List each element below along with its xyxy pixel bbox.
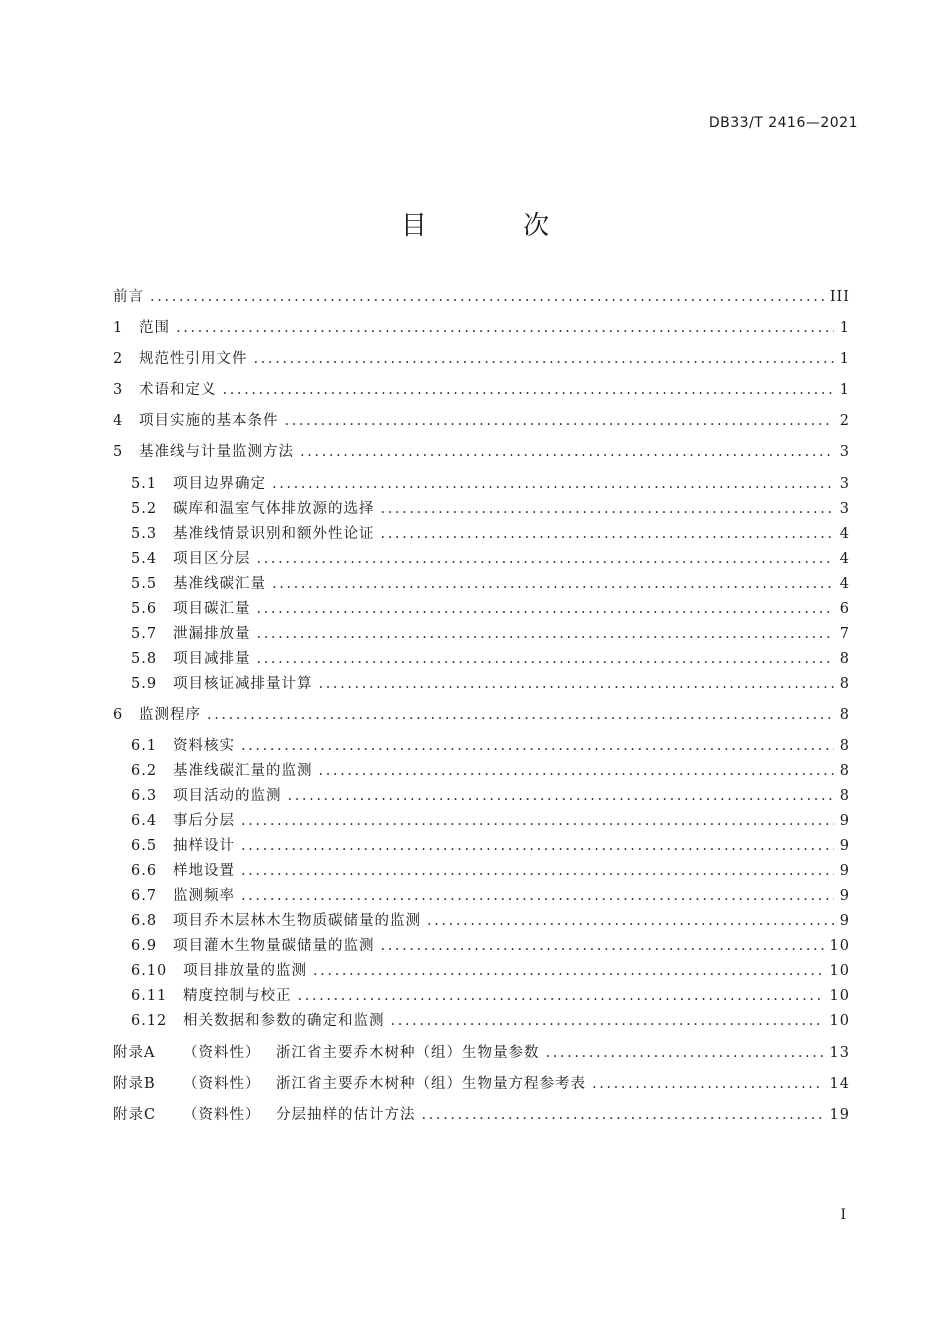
toc-entry-number: 附录C <box>113 1107 157 1123</box>
toc-entry-label: 监测频率 <box>173 888 235 904</box>
dot-leader <box>241 885 834 907</box>
toc-entry-label: 项目碳汇量 <box>173 601 251 617</box>
toc-entry-number: 6.12 <box>131 1013 168 1029</box>
dot-leader <box>381 523 834 545</box>
dot-leader <box>254 348 834 370</box>
dot-leader <box>207 704 834 726</box>
toc-entry-number: 3 <box>113 382 124 398</box>
toc-entry-number: 5.3 <box>131 526 158 542</box>
toc-subentry[interactable] <box>131 960 850 982</box>
toc-entry-number: 5.5 <box>131 576 158 592</box>
toc-entry-label: 分层抽样的估计方法 <box>276 1107 416 1123</box>
toc-entry-label: 基准线碳汇量的监测 <box>173 763 313 779</box>
toc-entry-label: 样地设置 <box>173 863 235 879</box>
toc-entry-category: （资料性） <box>183 1045 261 1061</box>
dot-leader <box>427 910 834 932</box>
toc-entry-label: 项目活动的监测 <box>173 788 282 804</box>
toc-entry[interactable] <box>113 441 850 463</box>
dot-leader <box>592 1073 824 1095</box>
toc-entry-label: 项目区分层 <box>173 551 251 567</box>
toc-entry-number: 6.2 <box>131 763 158 779</box>
toc-entry-page: 1 <box>839 382 850 398</box>
toc-entry-number: 5.9 <box>131 676 158 692</box>
dot-leader <box>241 860 834 882</box>
toc-subentry[interactable] <box>131 760 850 782</box>
toc-entry-page: 1 <box>839 320 850 336</box>
dot-leader <box>257 623 834 645</box>
toc-entry-label: 项目边界确定 <box>173 476 266 492</box>
toc-entry-page: 8 <box>839 738 850 754</box>
page-title: 目 次 <box>400 211 594 241</box>
toc-entry-label: 资料核实 <box>173 738 235 754</box>
dot-leader <box>422 1104 824 1126</box>
toc-subentry[interactable] <box>131 985 850 1007</box>
toc-entry-page: 4 <box>839 576 850 592</box>
dot-leader <box>176 317 834 339</box>
toc-entry-number: 6.9 <box>131 938 158 954</box>
dot-leader <box>272 573 834 595</box>
toc-entry-number: 1 <box>113 320 124 336</box>
toc-appendix-entry[interactable] <box>113 1042 850 1064</box>
toc-entry-label: 浙江省主要乔木树种（组）生物量方程参考表 <box>276 1076 586 1092</box>
dot-leader <box>300 441 834 463</box>
toc-subentry[interactable] <box>131 735 850 757</box>
toc-entry-page: 8 <box>839 707 850 723</box>
toc-subentry[interactable] <box>131 598 850 620</box>
toc-entry-label: 项目乔木层林木生物质碳储量的监测 <box>173 913 421 929</box>
toc-entry-number: 6.7 <box>131 888 158 904</box>
toc-entry-category: （资料性） <box>183 1076 261 1092</box>
dot-leader <box>546 1042 824 1064</box>
toc-subentry[interactable] <box>131 935 850 957</box>
toc-entry-page: 9 <box>839 838 850 854</box>
toc-entry-page: 10 <box>829 1013 850 1029</box>
toc-entry-number: 6.8 <box>131 913 158 929</box>
toc-entry-page: 8 <box>839 788 850 804</box>
page-number: I <box>840 1207 846 1223</box>
dot-leader <box>241 835 834 857</box>
toc-entry-number: 5.7 <box>131 626 158 642</box>
toc-entry-number: 5.4 <box>131 551 158 567</box>
toc-entry-label: 基准线情景识别和额外性论证 <box>173 526 375 542</box>
toc-subentry[interactable] <box>131 523 850 545</box>
toc-entry-label: 抽样设计 <box>173 838 235 854</box>
toc-appendix-entry[interactable] <box>113 1073 850 1095</box>
toc-subentry[interactable] <box>131 810 850 832</box>
toc-entry-page: 7 <box>839 626 850 642</box>
toc-entry-label: 事后分层 <box>173 813 235 829</box>
toc-entry-number: 6.1 <box>131 738 158 754</box>
toc-entry-number: 6.6 <box>131 863 158 879</box>
toc-entry-page: 2 <box>839 413 850 429</box>
toc-subentry[interactable] <box>131 885 850 907</box>
toc-appendix-entry[interactable] <box>113 1104 850 1126</box>
dot-leader <box>257 548 834 570</box>
toc-entry-label: 基准线与计量监测方法 <box>139 444 294 460</box>
toc-entry-preface[interactable] <box>113 286 850 308</box>
toc-entry-label: 前言 <box>113 289 144 305</box>
toc-entry-number: 6.10 <box>131 963 168 979</box>
dot-leader <box>241 810 834 832</box>
toc-entry-page: 8 <box>839 651 850 667</box>
document-code: DB33/T 2416—2021 <box>708 115 858 131</box>
toc-entry-number: 2 <box>113 351 124 367</box>
toc-entry[interactable] <box>113 704 850 726</box>
toc-entry-label: 基准线碳汇量 <box>173 576 266 592</box>
toc-entry-page: 4 <box>839 551 850 567</box>
toc-entry-page: 9 <box>839 813 850 829</box>
toc-entry-page: 4 <box>839 526 850 542</box>
toc-entry-page: 3 <box>839 501 850 517</box>
toc-entry-page: 9 <box>839 888 850 904</box>
toc-entry[interactable] <box>113 348 850 370</box>
toc-entry-label: 浙江省主要乔木树种（组）生物量参数 <box>276 1045 540 1061</box>
dot-leader <box>272 473 834 495</box>
toc-entry-label: 相关数据和参数的确定和监测 <box>183 1013 385 1029</box>
toc-subentry[interactable] <box>131 498 850 520</box>
dot-leader <box>313 960 824 982</box>
toc-subentry[interactable] <box>131 785 850 807</box>
dot-leader <box>241 735 834 757</box>
toc-entry-page: 8 <box>839 763 850 779</box>
toc-entry-number: 5.8 <box>131 651 158 667</box>
toc-entry-label: 泄漏排放量 <box>173 626 251 642</box>
toc-subentry[interactable] <box>131 860 850 882</box>
toc-entry-number: 附录B <box>113 1076 156 1092</box>
toc-subentry[interactable] <box>131 548 850 570</box>
toc-subentry[interactable] <box>131 623 850 645</box>
toc-subentry[interactable] <box>131 1010 850 1032</box>
toc-entry-page: 14 <box>829 1076 850 1092</box>
toc-entry-page: 10 <box>829 988 850 1004</box>
dot-leader <box>391 1010 824 1032</box>
dot-leader <box>288 785 834 807</box>
toc-entry-number: 6 <box>113 707 124 723</box>
toc-entry-label: 范围 <box>139 320 170 336</box>
toc-entry-page: III <box>829 289 850 305</box>
toc-entry-label: 精度控制与校正 <box>183 988 292 1004</box>
toc-entry[interactable] <box>113 410 850 432</box>
toc-entry-number: 5 <box>113 444 124 460</box>
dot-leader <box>150 286 824 308</box>
dot-leader <box>381 498 834 520</box>
toc-subentry[interactable] <box>131 910 850 932</box>
toc-entry[interactable] <box>113 317 850 339</box>
toc-entry-page: 6 <box>839 601 850 617</box>
dot-leader <box>319 760 834 782</box>
toc-subentry[interactable] <box>131 573 850 595</box>
toc-entry-category: （资料性） <box>183 1107 261 1123</box>
dot-leader <box>285 410 834 432</box>
dot-leader <box>298 985 824 1007</box>
toc-entry-label: 术语和定义 <box>139 382 217 398</box>
toc-entry-number: 6.3 <box>131 788 158 804</box>
toc-entry-number: 5.2 <box>131 501 158 517</box>
toc-subentry[interactable] <box>131 835 850 857</box>
toc-entry-page: 8 <box>839 676 850 692</box>
dot-leader <box>381 935 824 957</box>
toc-subentry[interactable] <box>131 673 850 695</box>
toc-subentry[interactable] <box>131 648 850 670</box>
toc-entry-label: 监测程序 <box>139 707 201 723</box>
toc-entry-number: 6.4 <box>131 813 158 829</box>
toc-entry-page: 9 <box>839 913 850 929</box>
toc-entry-number: 6.11 <box>131 988 168 1004</box>
toc-entry-label: 规范性引用文件 <box>139 351 248 367</box>
toc-entry-page: 3 <box>839 476 850 492</box>
dot-leader <box>223 379 834 401</box>
toc-entry-number: 附录A <box>113 1045 156 1061</box>
toc-entry-page: 9 <box>839 863 850 879</box>
toc-entry-page: 10 <box>829 963 850 979</box>
toc-entry-label: 项目实施的基本条件 <box>139 413 279 429</box>
toc-entry-number: 5.6 <box>131 601 158 617</box>
toc-entry-page: 3 <box>839 444 850 460</box>
toc-entry-number: 4 <box>113 413 124 429</box>
toc-entry-label: 项目灌木生物量碳储量的监测 <box>173 938 375 954</box>
dot-leader <box>319 673 834 695</box>
toc-entry-page: 1 <box>839 351 850 367</box>
toc-entry-label: 项目减排量 <box>173 651 251 667</box>
toc-entry-number: 5.1 <box>131 476 158 492</box>
toc-entry-label: 项目排放量的监测 <box>183 963 307 979</box>
toc-entry-label: 碳库和温室气体排放源的选择 <box>173 501 375 517</box>
toc-entry[interactable] <box>113 379 850 401</box>
toc-entry-number: 6.5 <box>131 838 158 854</box>
toc-entry-page: 19 <box>829 1107 850 1123</box>
toc-subentry[interactable] <box>131 473 850 495</box>
toc-entry-page: 10 <box>829 938 850 954</box>
toc-entry-label: 项目核证减排量计算 <box>173 676 313 692</box>
dot-leader <box>257 648 834 670</box>
toc-entry-page: 13 <box>829 1045 850 1061</box>
dot-leader <box>257 598 834 620</box>
